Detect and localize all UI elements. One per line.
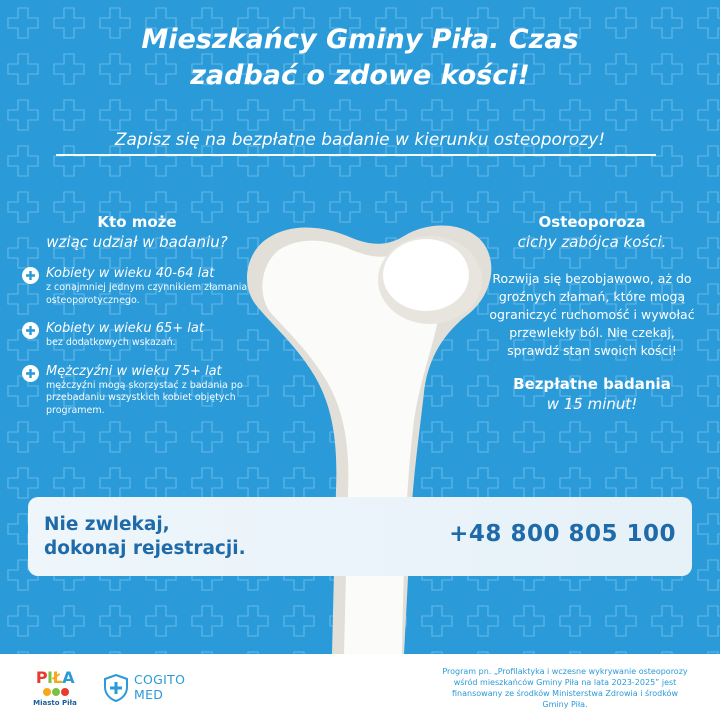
eligibility-item-desc: bez dodatkowych wskazań.: [46, 337, 176, 348]
shield-cross-icon: [104, 674, 128, 702]
eligibility-item-title: Kobiety w wieku 40-64 lat: [46, 266, 215, 281]
pila-logo-caption: Miasto Piła: [33, 699, 77, 707]
plus-circle-icon: [22, 365, 39, 382]
eligibility-title: Kto może: [97, 213, 177, 231]
registration-line-1: Nie zwlekaj,: [44, 514, 170, 535]
eligibility-subtitle: wziąc udział w badaniu?: [46, 233, 228, 251]
offer-subtitle: w 15 minut!: [546, 395, 638, 413]
pila-logo-word: PIŁA: [35, 668, 75, 687]
program-funding-note: Program pn. „Profilaktyka i wczesne wykrywanie osteoporozy wśród mieszkańców Gminy Piła na lata 2023-2025” jest finansowany ze środków Ministerstwa Zdrowia i środków Gminy Piła.: [442, 667, 688, 709]
eligibility-item: [22, 364, 252, 418]
eligibility-item-desc: mężczyźni mogą skorzystać z badania po przebadaniu wszystkich kobiet objętych programem.: [46, 379, 243, 416]
plus-circle-icon: [22, 267, 39, 284]
osteoporosis-info-section: [486, 212, 698, 414]
cogito-logo-bottom: MED: [134, 687, 164, 702]
subheadline: Zapisz się na bezpłatne badanie w kierunku osteoporozy!: [114, 130, 606, 150]
eligibility-item-title: Mężczyźni w wieku 75+ lat: [46, 363, 222, 379]
headline-line-1: Mieszkańcy Gminy Piła. Czas: [141, 24, 579, 55]
registration-text: [44, 513, 246, 561]
cogito-logo-top: COGITO: [134, 672, 186, 687]
eligibility-item-desc: z conajmniej jednym czynnikiem złamania osteoporotycznego.: [46, 282, 248, 306]
pila-logo-circles-icon: [42, 686, 70, 698]
headline-line-2: zadbać o zdowe kości!: [190, 60, 530, 91]
eligibility-section: [22, 212, 252, 417]
offer-title: Bezpłatne badania: [513, 375, 671, 393]
miasto-pila-logo: [30, 668, 80, 710]
eligibility-item: [22, 266, 252, 307]
osteoporosis-heading: [486, 212, 698, 252]
registration-banner: [28, 497, 692, 576]
osteoporosis-paragraph: Rozwija się bezobjawowo, aż do groźnych złamań, które mogą ograniczyć ruchomość i wywołać przewlekły ból. Nie czekaj, sprawdź stan swoich kości!: [489, 271, 695, 358]
plus-circle-icon: [22, 322, 39, 339]
free-exam-offer: [486, 374, 698, 414]
phone-number[interactable]: +48 800 805 100: [449, 521, 676, 547]
osteoporosis-subtitle: cichy zabójca kości.: [517, 233, 667, 251]
osteoporosis-title: Osteoporoza: [538, 213, 646, 231]
eligibility-heading: [22, 212, 252, 252]
registration-line-2: dokonaj rejestracji.: [44, 538, 246, 559]
eligibility-item: [22, 321, 252, 350]
cogito-med-logo: [104, 672, 214, 706]
eligibility-item-title: Kobiety w wieku 65+ lat: [46, 321, 204, 336]
footer: [0, 654, 720, 720]
